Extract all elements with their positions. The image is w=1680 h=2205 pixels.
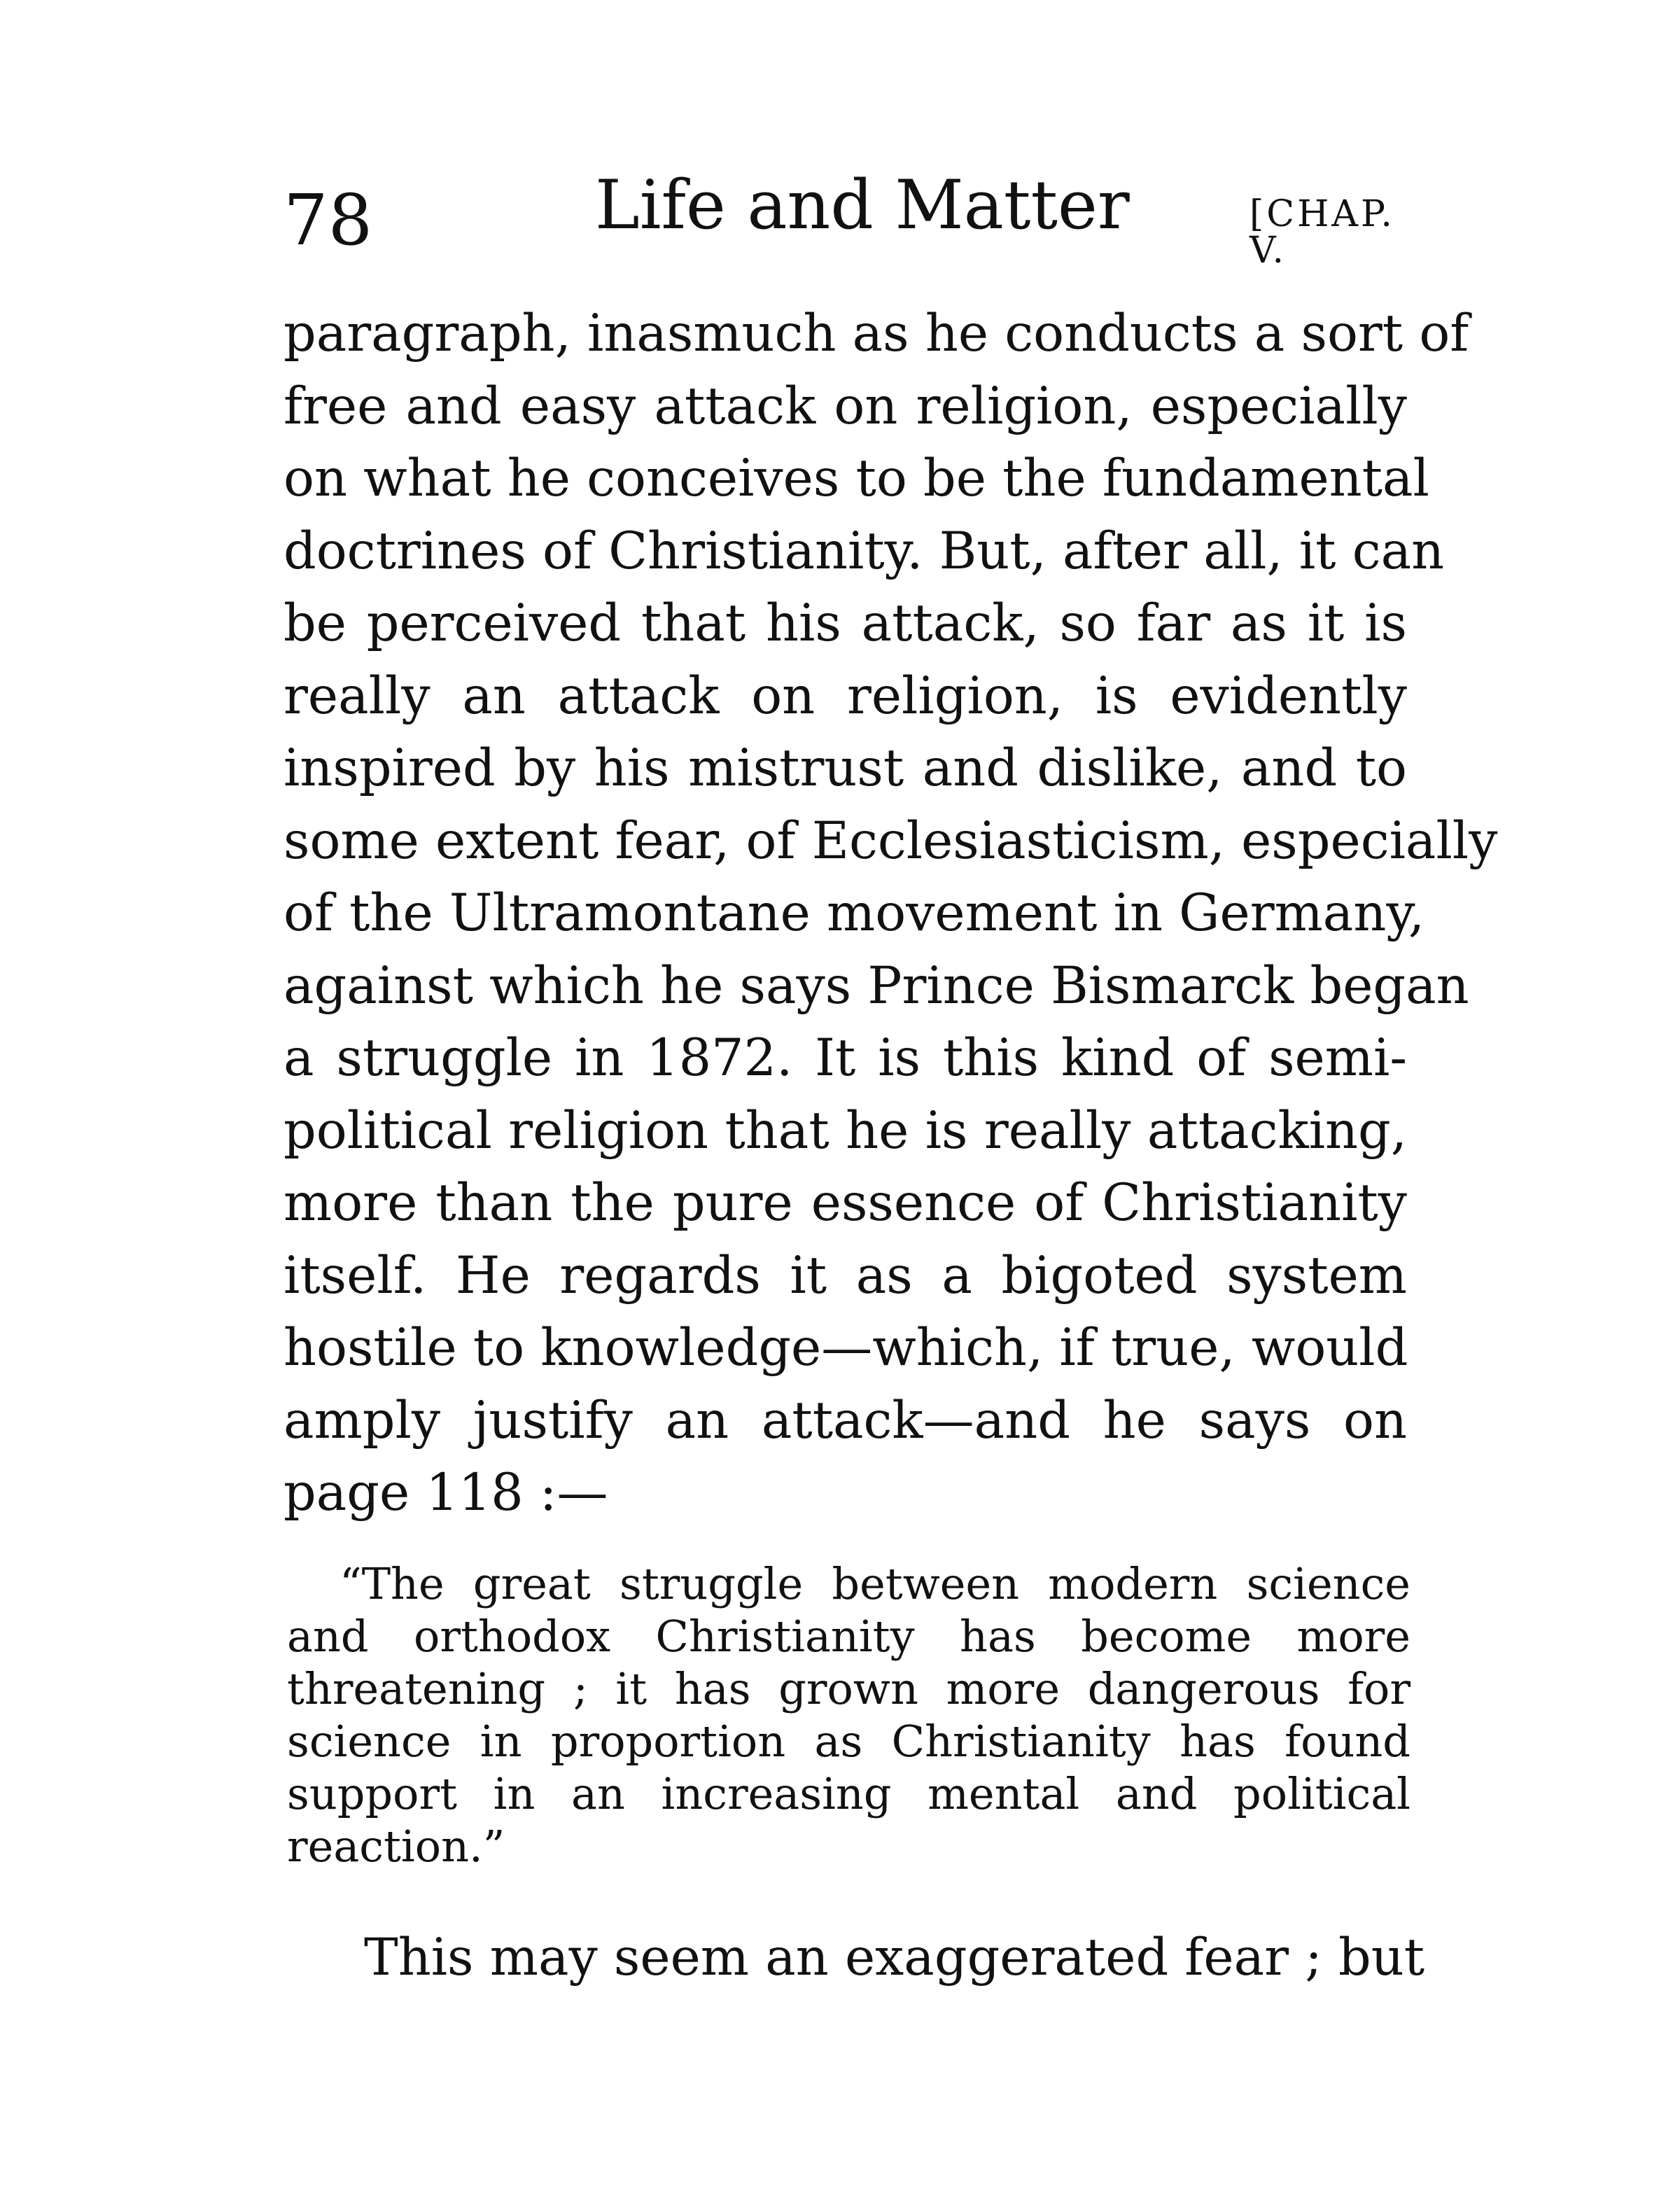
body-line: itself. He regards it as a bigoted system	[284, 1245, 1407, 1306]
book-title: Life and Matter	[595, 166, 1130, 244]
quote-line: threatening ; it has grown more dangerous for	[287, 1663, 1410, 1714]
body-line: of the Ultramontane movement in Germany,	[284, 883, 1425, 943]
block-quote	[287, 1558, 1410, 1872]
quote-line: support in an increasing mental and political	[287, 1768, 1410, 1819]
body-line: amply justify an attack—and he says on	[284, 1390, 1407, 1450]
body-paragraph	[284, 298, 1498, 1530]
chapter-reference: [CHAP. V.	[1250, 193, 1395, 272]
body-line: free and easy attack on religion, especially	[284, 376, 1407, 436]
quote-line: and orthodox Christianity has become more	[287, 1611, 1410, 1662]
body-line: more than the pure essence of Christianity	[284, 1173, 1407, 1233]
body-line: really an attack on religion, is evidently	[284, 666, 1407, 726]
body-line: on what he conceives to be the fundamental	[284, 449, 1429, 508]
body-line: page 118 :—	[284, 1463, 608, 1522]
quote-line: reaction.”	[287, 1821, 505, 1872]
body-line: inspired by his mistrust and dislike, and to	[284, 738, 1407, 798]
body-line: be perceived that his attack, so far as it is	[284, 594, 1407, 653]
next-paragraph	[284, 1921, 1425, 1994]
body-line: some extent fear, of Ecclesiasticism, especially	[284, 811, 1498, 871]
quote-line: science in proportion as Christianity has found	[287, 1716, 1410, 1767]
body-line: political religion that he is really attacking,	[284, 1100, 1407, 1161]
quote-line: “The great struggle between modern science	[340, 1558, 1410, 1609]
body-line: against which he says Prince Bismarck began	[284, 955, 1469, 1016]
body-line: hostile to knowledge—which, if true, would	[284, 1318, 1408, 1378]
paragraph-start-line: This may seem an exaggerated fear ; but	[364, 1928, 1425, 1987]
body-line: a struggle in 1872. It is this kind of semi-	[284, 1028, 1407, 1088]
running-head	[284, 158, 1410, 272]
page-number: 78	[284, 179, 373, 261]
body-line: paragraph, inasmuch as he conducts a sort of	[284, 304, 1469, 363]
body-line: doctrines of Christianity. But, after all, it can	[284, 521, 1445, 581]
